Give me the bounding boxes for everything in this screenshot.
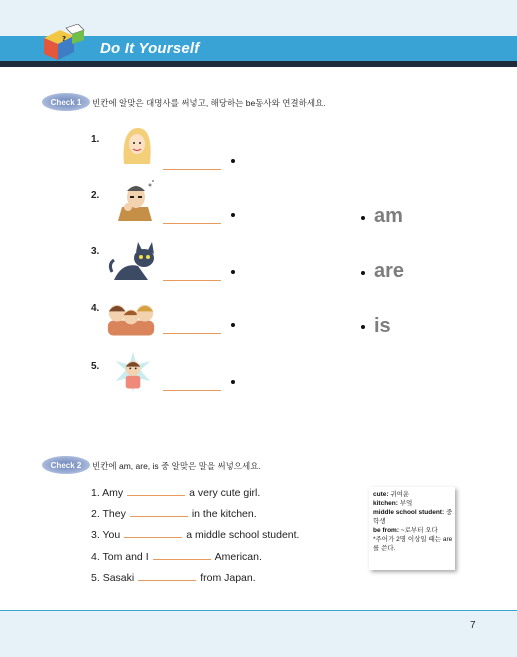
check-1-badge: Check 1: [42, 93, 90, 111]
sentence-4-subject: Tom and I: [102, 551, 149, 563]
sentence-3-subject: You: [102, 529, 121, 541]
sentence-1-blank[interactable]: [127, 486, 185, 496]
item-5-blank[interactable]: [163, 390, 221, 391]
verb-am: am: [374, 205, 403, 227]
sentence-3-blank[interactable]: [124, 528, 182, 538]
item-4-number: 4.: [91, 303, 100, 314]
page-title: Do It Yourself: [100, 40, 200, 57]
thinking-man-illustration: [110, 179, 160, 221]
item-3-number: 3.: [91, 246, 100, 257]
item-3-connect-dot[interactable]: [231, 270, 235, 274]
sentence-3: [91, 528, 299, 541]
vocab-entry: be from: ~로부터 오다: [373, 527, 438, 534]
check-1-instruction: 빈칸에 알맞은 대명사를 써넣고, 해당하는 be동사와 연결하세요.: [92, 98, 326, 108]
vocab-note-text: *주어가 2명 이상일 때는 are를 쓴다.: [373, 536, 453, 552]
sentence-4: [91, 550, 262, 563]
sentence-5-rest: from Japan.: [200, 572, 256, 584]
sentence-1-subject: Amy: [102, 487, 124, 499]
item-1-number: 1.: [91, 134, 100, 145]
item-4-blank[interactable]: [163, 333, 221, 334]
sentence-1-rest: a very cute girl.: [189, 487, 261, 499]
sentence-3-number: 3.: [91, 529, 100, 541]
sentence-5-subject: Sasaki: [102, 572, 135, 584]
check-2-badge: Check 2: [42, 456, 90, 474]
verb-are: are: [374, 260, 405, 282]
cat-illustration: [108, 240, 158, 282]
verb-are-dot[interactable]: [361, 271, 365, 275]
sentence-2-rest: in the kitchen.: [191, 508, 257, 520]
item-5-number: 5.: [91, 361, 100, 372]
cube-logo-icon: [40, 24, 86, 64]
vocab-entry: cute: 귀여운: [373, 491, 410, 498]
verb-is: is: [374, 315, 391, 337]
group-illustration: [106, 295, 156, 337]
item-3-blank[interactable]: [163, 280, 221, 281]
item-2-connect-dot[interactable]: [231, 213, 235, 217]
check-2-instruction: 빈칸에 am, are, is 중 알맞은 말을 써넣으세요.: [92, 461, 261, 471]
woman-illustration: [112, 124, 162, 166]
item-1-connect-dot[interactable]: [231, 159, 235, 163]
sentence-4-rest: American.: [214, 551, 262, 563]
sentence-4-blank[interactable]: [153, 550, 211, 560]
item-2-number: 2.: [91, 190, 100, 201]
vocab-entry: kitchen: 부엌: [373, 500, 413, 507]
item-1-blank[interactable]: [163, 169, 221, 170]
item-5-connect-dot[interactable]: [231, 380, 235, 384]
item-4-connect-dot[interactable]: [231, 323, 235, 327]
item-2-blank[interactable]: [163, 223, 221, 224]
girl-illustration: [108, 352, 158, 394]
sentence-4-number: 4.: [91, 551, 100, 563]
vocab-entry: middle school student: 중학생: [373, 509, 453, 525]
sentence-3-rest: a middle school student.: [186, 529, 300, 541]
sentence-5-blank[interactable]: [138, 571, 196, 581]
sentence-2-subject: They: [102, 508, 126, 520]
page-number: 7: [470, 620, 476, 631]
sentence-1: [91, 486, 260, 499]
sentence-5: [91, 571, 256, 584]
sentence-5-number: 5.: [91, 572, 100, 584]
sentence-1-number: 1.: [91, 487, 100, 499]
verb-am-dot[interactable]: [361, 216, 365, 220]
footer-band: [0, 611, 517, 657]
vocabulary-note: [369, 487, 455, 570]
svg-text:?: ?: [62, 35, 67, 43]
sentence-2-blank[interactable]: [130, 507, 188, 517]
sentence-2-number: 2.: [91, 508, 100, 520]
sentence-2: [91, 507, 257, 520]
verb-is-dot[interactable]: [361, 325, 365, 329]
